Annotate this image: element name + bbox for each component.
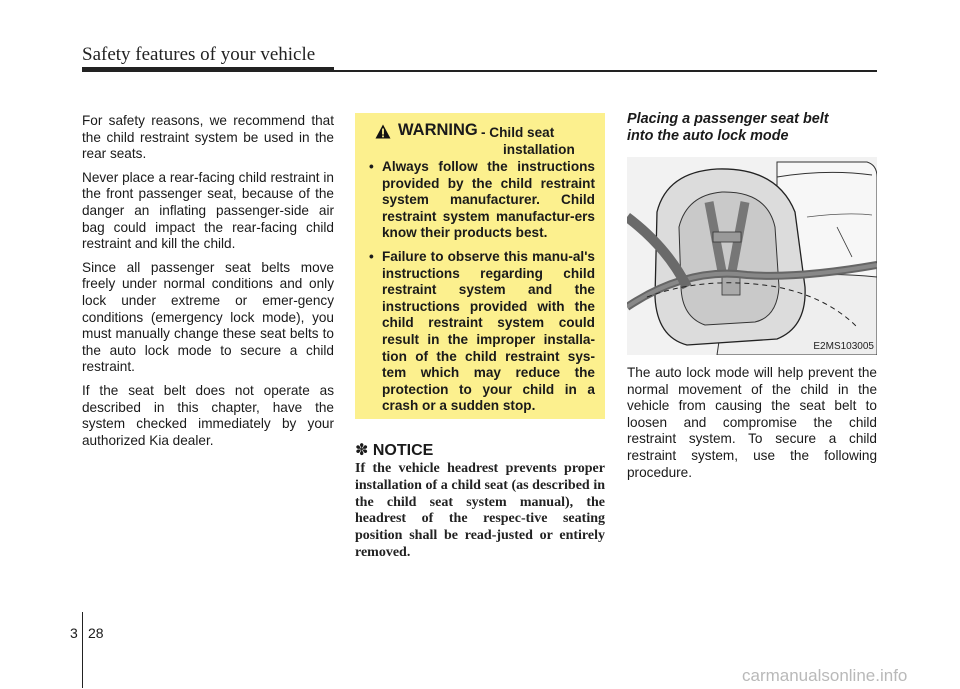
footer-rule (82, 612, 83, 688)
warning-list (368, 159, 595, 415)
page-number: 28 (88, 625, 104, 641)
page-header-title: Safety features of your vehicle (82, 44, 316, 65)
watermark: carmanualsonline.info (742, 666, 908, 685)
notice-text: If the vehicle headrest prevents proper installation of a child seat (as described in the child seat system manual), the headrest of the respec-tive seating position shall be read-justed or entirely removed. (355, 461, 605, 560)
column-3-text (627, 365, 877, 488)
seat-drawing (627, 157, 877, 355)
header-rule-thick (82, 67, 334, 72)
warning-box (355, 113, 605, 419)
section-heading-line2: into the auto lock mode (627, 128, 789, 144)
notice-title: ✽ NOTICE (355, 442, 434, 459)
warning-item: • Failure to observe this manu-al's instructions regarding child restraint system and the instructions provided with the child restraint system could result in the improper installa-tion of the child restraint sys-tem which may reduce the protection to your child in a crash or a sudden stop. (368, 249, 595, 415)
paragraph: The auto lock mode will help prevent the normal movement of the child in the vehicle from causing the seat belt to loosen and compromise the child restraint system. To secure a child restraint system, use the following procedure. (627, 365, 877, 480)
paragraph: Since all passenger seat belts move freely under normal conditions and only lock under extreme or emer-gency conditions (emergency lock mode), you must manually change these seat belts to the auto lock mode to secure a child restraint. (82, 259, 334, 375)
paragraph: If the seat belt does not operate as described in this chapter, have the system checked immediately by your authorized Kia dealer. (82, 382, 334, 448)
paragraph: For safety reasons, we recommend that the child restraint system be used in the rear seats. (82, 113, 334, 162)
warning-item: • Always follow the instructions provided by the child restraint system manufacturer. Child restraint system manufactur-ers know their products best. (368, 159, 595, 242)
figure-code: E2MS103005 (813, 341, 874, 352)
chapter-number: 3 (70, 625, 78, 641)
header-rule-thin (334, 70, 877, 72)
child-seat-illustration (627, 157, 877, 355)
warning-topic-line1: - Child seat (481, 125, 555, 140)
column-1 (82, 113, 334, 456)
paragraph: Never place a rear-facing child restraint in the front passenger seat, because of the danger an inflating passenger-side air bag could impact the rear-facing child restraint and kill the child. (82, 169, 334, 252)
warning-topic (481, 124, 603, 158)
warning-label: WARNING (398, 121, 478, 139)
section-heading (627, 111, 877, 145)
warning-header (368, 123, 595, 159)
section-heading-line1: Placing a passenger seat belt (627, 111, 829, 127)
warning-topic-line2: installation (503, 142, 575, 157)
warning-triangle-icon (375, 124, 391, 139)
